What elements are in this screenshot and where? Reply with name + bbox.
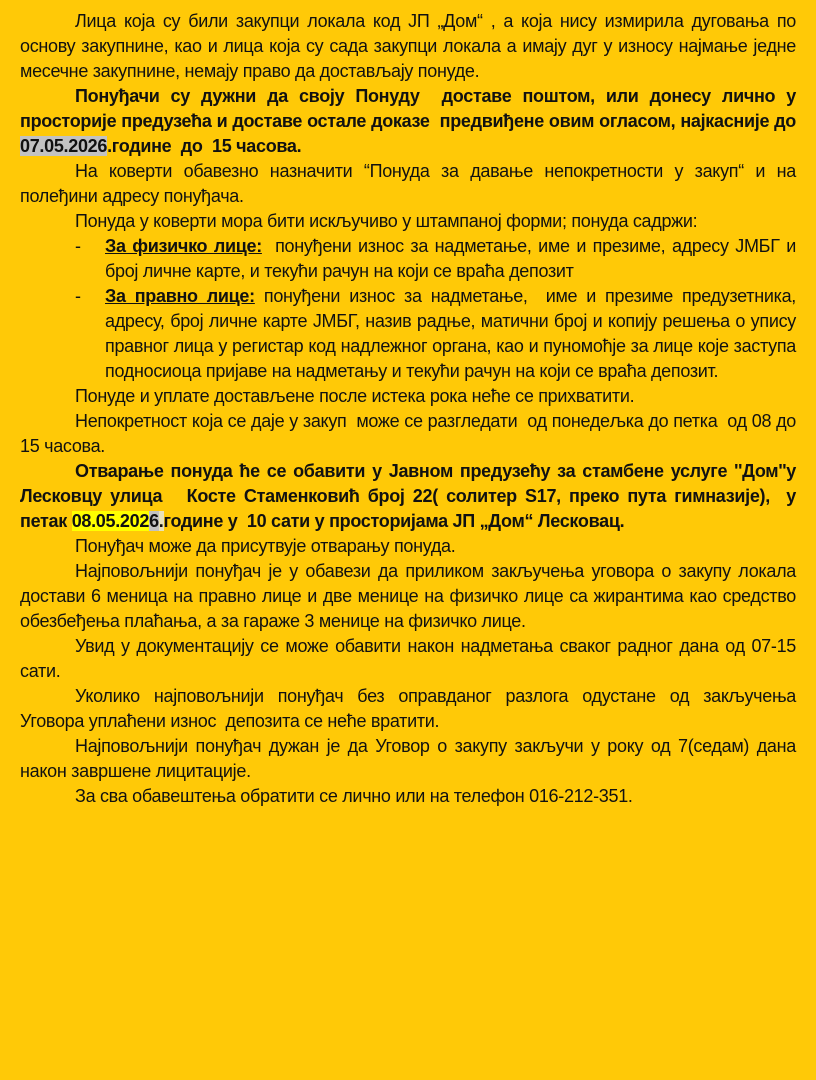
bullet-dash: - — [75, 236, 81, 256]
paragraph — [20, 84, 801, 159]
highlighted-date: 08.05.202 — [71, 511, 150, 531]
paragraph — [20, 409, 801, 459]
text-run: Лица која су били закупци локала код ЈП „Дом“ , а која нису измирила дуговања по основу закупнине, као и лица која су сада закупци локала а имају дуг у износу најмање једне месечне закупнине, немају право да достављају понуде. — [20, 11, 801, 81]
paragraph — [20, 209, 796, 234]
paragraph — [20, 559, 801, 634]
text-run: Отварање понуда ће се обавити у Јавном предузећу за стамбене услуге ''Дом''у Лесковцу улица Косте Стаменковић број 22( солитер S17, преко пута гимназије), у петак — [20, 461, 801, 531]
paragraph — [20, 734, 801, 784]
paragraph — [20, 534, 796, 559]
text-run: Понуђач може да присутвује отварању понуда. — [75, 536, 456, 556]
text-run: године у 10 сати у просторијама ЈП „Дом“ Лесковац. — [163, 511, 625, 531]
text-run: За сва обавештења обратити се лично или на телефон 016-212-351. — [75, 786, 633, 806]
paragraph — [20, 684, 801, 734]
highlighted-date: . — [158, 511, 164, 531]
text-run: Понуђачи су дужни да своју Понуду доставе поштом, или донесу лично у просторије предузећа и доставе остале доказе предвиђене овим огласом, најкасније до — [20, 86, 801, 131]
list-item — [75, 284, 801, 384]
paragraph — [20, 9, 801, 84]
text-run: Понуда у коверти мора бити искључиво у штампаној форми; понуда садржи: — [75, 211, 698, 231]
paragraph — [20, 384, 796, 409]
text-run: Најповољнији понуђач дужан је да Уговор о закупу закључи у року од 7(седам) дана након завршене лицитације. — [20, 736, 801, 781]
highlighted-date: 07.05.2026 — [20, 136, 108, 156]
text-run: Увид у документацију се може обавити након надметања сваког радног дана од 07-15 сати. — [20, 636, 801, 681]
text-run: Понуде и уплате достављене после истека рока неће се прихватити. — [75, 386, 635, 406]
text-run: На коверти обавезно назначити “Понуда за давање непокретности у закуп“ и на полеђини адресу понуђача. — [20, 161, 801, 206]
highlighted-date: 6 — [149, 511, 159, 531]
paragraph — [20, 459, 801, 534]
text-run: .године до 15 часова. — [107, 136, 302, 156]
paragraph — [20, 634, 801, 684]
text-run: понуђени износ за надметање, име и презиме предузетника, адресу, број личне карте ЈМБГ, назив радње, матични број и копију решења о упису правног лица у регистар код надлежног органа, као и пуномоћје за лице које заступа подносиоца пријаве на надметању и текући рачун на који се враћа депозит. — [105, 286, 801, 381]
bullet-dash: - — [75, 286, 81, 306]
text-run: Непокретност која се даје у закуп може се разгледати од понедељка до петка од 08 до 15 часова. — [20, 411, 801, 456]
text-run: За физичко лице: — [105, 236, 262, 256]
text-run: Најповољнији понуђач је у обавези да приликом закључења уговора о закупу локала достави 6 меница на правно лице и две менице на физичко лице са жирантима као средство обезбеђења плаћања, а за гараже 3 менице на физичко лице. — [20, 561, 801, 631]
text-run: Уколико најповољнији понуђач без оправданог разлога одустане од закључења Уговора уплаћени износ депозита се неће вратити. — [20, 686, 801, 731]
text-run: За правно лице: — [105, 286, 255, 306]
paragraph — [20, 159, 801, 209]
paragraph — [20, 784, 796, 809]
text-run: понуђени износ за надметање, име и презиме, адресу ЈМБГ и број личне карте, и текући рачун на који се враћа депозит — [105, 236, 801, 281]
list-item — [75, 234, 801, 284]
